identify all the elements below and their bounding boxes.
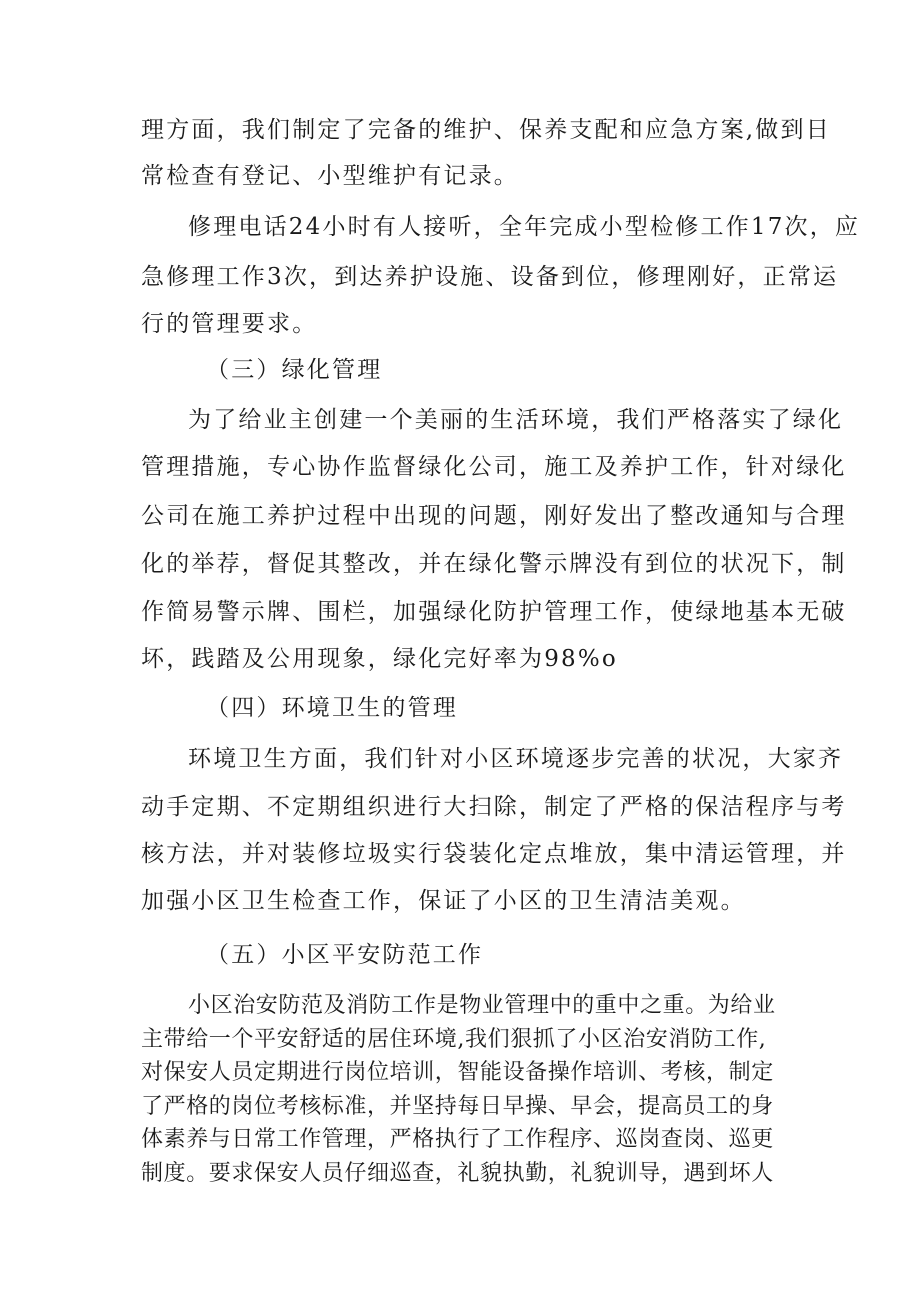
paragraph-line: 化的举荐，督促其整改，并在绿化警示牌没有到位的状况下，制 bbox=[141, 551, 847, 577]
paragraph-line: 制度。要求保安人员仔细巡查，礼貌执勤，礼貌训导，遇到坏人 bbox=[141, 1161, 774, 1186]
paragraph-line: 为了给业主创建一个美丽的生活环境，我们严格落实了绿化 bbox=[188, 407, 844, 433]
paragraph-line: 对保安人员定期进行岗位培训，智能设备操作培训、考核，制定 bbox=[141, 1060, 774, 1085]
paragraph-line: 行的管理要求。 bbox=[141, 311, 318, 337]
paragraph-line: 核方法，并对装修垃圾实行袋装化定点堆放，集中清运管理，并 bbox=[141, 841, 847, 867]
paragraph-line: 作简易警示牌、围栏，加强绿化防护管理工作，使绿地基本无破 bbox=[141, 599, 847, 625]
section-heading: （五）小区平安防范工作 bbox=[206, 942, 484, 968]
paragraph-line: 环境卫生方面，我们针对小区环境逐步完善的状况，大家齐 bbox=[188, 746, 844, 772]
paragraph-line: 加强小区卫生检查工作，保证了小区的卫生清洁美观。 bbox=[141, 888, 746, 914]
paragraph-line: 急修理工作3次，到达养护设施、设备到位，修理刚好，正常运 bbox=[141, 264, 839, 290]
paragraph-line: 小区治安防范及消防工作是物业管理中的重中之重。为给业 bbox=[188, 993, 776, 1018]
paragraph-line: 公司在施工养护过程中出现的问题，刚好发出了整改通知与合理 bbox=[141, 503, 847, 529]
section-heading: （三）绿化管理 bbox=[206, 357, 383, 383]
section-heading: （四）环境卫生的管理 bbox=[206, 695, 458, 721]
paragraph-line: 动手定期、不定期组织进行大扫除，制定了严格的保洁程序与考 bbox=[141, 794, 847, 820]
paragraph-line: 理方面，我们制定了完备的维护、保养支配和应急方案,做到日 bbox=[141, 117, 831, 143]
paragraph-line: 修理电话24小时有人接听，全年完成小型检修工作17次，应 bbox=[188, 214, 861, 240]
paragraph-line: 管理措施，专心协作监督绿化公司，施工及养护工作，针对绿化 bbox=[141, 454, 847, 480]
paragraph-line: 体素养与日常工作管理，严格执行了工作程序、巡岗查岗、巡更 bbox=[141, 1127, 774, 1152]
paragraph-line: 主带给一个平安舒适的居住环境,我们狠抓了小区治安消防工作, bbox=[141, 1027, 767, 1052]
paragraph-line: 了严格的岗位考核标准，并坚持每日早操、早会，提高员工的身 bbox=[141, 1094, 774, 1119]
paragraph-line: 坏，践踏及公用现象，绿化完好率为98%o bbox=[141, 646, 618, 672]
paragraph-line: 常检查有登记、小型维护有记录。 bbox=[141, 163, 519, 189]
